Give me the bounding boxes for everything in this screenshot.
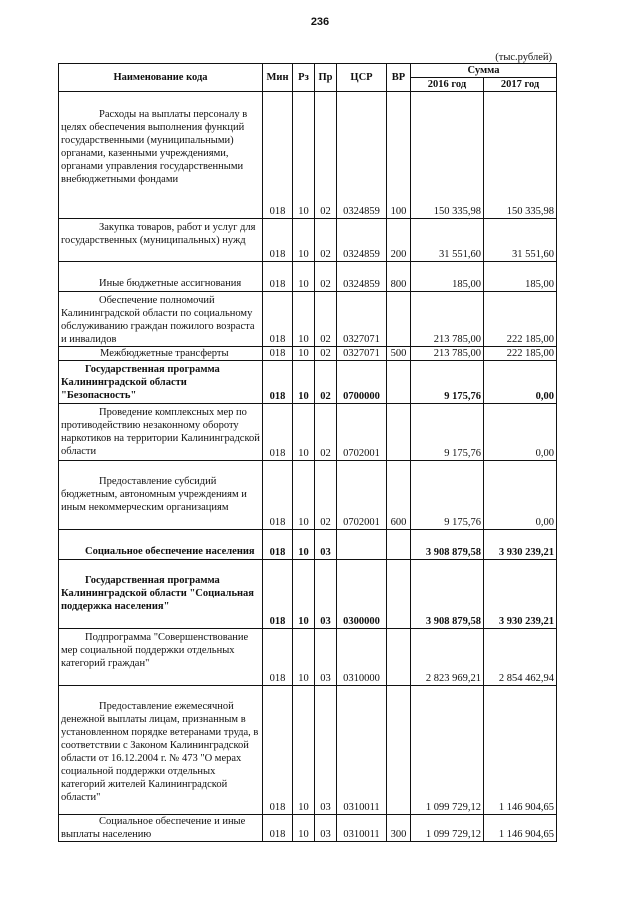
- header-csr: ЦСР: [337, 64, 387, 92]
- cell-rz: 10: [293, 404, 315, 461]
- header-2017: 2017 год: [484, 78, 557, 92]
- table-row: [59, 560, 557, 629]
- cell-pr: 02: [315, 461, 337, 530]
- cell-pr: 03: [315, 530, 337, 560]
- cell-2017: 3 930 239,21: [484, 560, 557, 629]
- row-name: Предоставление ежемесячной денежной выплаты лицам, признанным в установленном порядке ветеранами труда, в соответствии с Законом Калининградской области от 16.12.2004 г. № 473 "О мерах социальной поддержки отдельных категорий жителей Калининградской области": [61, 701, 259, 803]
- header-2016: 2016 год: [411, 78, 484, 92]
- cell-rz: 10: [293, 461, 315, 530]
- cell-csr: 0700000: [337, 361, 387, 404]
- cell-csr: 0327071: [337, 347, 387, 361]
- table-row: [59, 92, 557, 219]
- header-name: Наименование кода: [59, 64, 263, 92]
- row-name: Государственная программа Калининградской области "Безопасность": [61, 364, 220, 401]
- cell-vr: [387, 530, 411, 560]
- cell-rz: 10: [293, 530, 315, 560]
- cell-2017: 2 854 462,94: [484, 629, 557, 686]
- cell-2016: 9 175,76: [411, 461, 484, 530]
- cell-2017: 0,00: [484, 404, 557, 461]
- cell-2016: 185,00: [411, 262, 484, 292]
- cell-rz: 10: [293, 815, 315, 842]
- cell-rz: 10: [293, 219, 315, 262]
- cell-vr: 200: [387, 219, 411, 262]
- cell-csr: 0310011: [337, 815, 387, 842]
- cell-min: 018: [263, 219, 293, 262]
- cell-rz: 10: [293, 262, 315, 292]
- cell-pr: 03: [315, 560, 337, 629]
- cell-vr: 100: [387, 92, 411, 219]
- cell-pr: 02: [315, 404, 337, 461]
- cell-csr: 0310000: [337, 629, 387, 686]
- row-name: Закупка товаров, работ и услуг для государственных (муниципальных) нужд: [61, 222, 256, 246]
- cell-2016: 1 099 729,12: [411, 815, 484, 842]
- cell-min: 018: [263, 404, 293, 461]
- cell-csr: 0324859: [337, 219, 387, 262]
- table-row: [59, 347, 557, 361]
- cell-vr: 800: [387, 262, 411, 292]
- cell-min: 018: [263, 530, 293, 560]
- cell-vr: [387, 629, 411, 686]
- cell-rz: 10: [293, 560, 315, 629]
- cell-csr: 0310011: [337, 686, 387, 815]
- cell-min: 018: [263, 361, 293, 404]
- table-row: [59, 219, 557, 262]
- cell-2016: 2 823 969,21: [411, 629, 484, 686]
- cell-csr: [337, 530, 387, 560]
- table-row: [59, 815, 557, 842]
- cell-2016: 1 099 729,12: [411, 686, 484, 815]
- cell-pr: 02: [315, 262, 337, 292]
- cell-2016: 150 335,98: [411, 92, 484, 219]
- cell-vr: [387, 404, 411, 461]
- cell-min: 018: [263, 262, 293, 292]
- cell-pr: 02: [315, 292, 337, 347]
- cell-pr: 02: [315, 92, 337, 219]
- header-sum: Сумма: [411, 64, 557, 78]
- cell-min: 018: [263, 560, 293, 629]
- cell-min: 018: [263, 815, 293, 842]
- cell-2017: 222 185,00: [484, 292, 557, 347]
- cell-rz: 10: [293, 292, 315, 347]
- row-name: Обеспечение полномочий Калининградской области по социальному обслуживанию граждан пожилого возраста и инвалидов: [61, 295, 255, 345]
- cell-csr: 0702001: [337, 461, 387, 530]
- cell-vr: [387, 560, 411, 629]
- cell-csr: 0702001: [337, 404, 387, 461]
- cell-2017: 31 551,60: [484, 219, 557, 262]
- row-name: Предоставление субсидий бюджетным, автономным учреждениям и иным некоммерческим организациям: [61, 476, 247, 513]
- cell-rz: 10: [293, 629, 315, 686]
- row-name: Государственная программа Калининградской области "Социальная поддержка населения": [61, 575, 254, 612]
- cell-min: 018: [263, 347, 293, 361]
- cell-vr: 300: [387, 815, 411, 842]
- header-min: Мин: [263, 64, 293, 92]
- cell-pr: 02: [315, 361, 337, 404]
- header-row: [59, 64, 557, 78]
- cell-2016: 9 175,76: [411, 361, 484, 404]
- cell-2017: 150 335,98: [484, 92, 557, 219]
- cell-2017: 0,00: [484, 361, 557, 404]
- cell-min: 018: [263, 292, 293, 347]
- cell-min: 018: [263, 629, 293, 686]
- table-row: [59, 292, 557, 347]
- cell-pr: 02: [315, 219, 337, 262]
- cell-min: 018: [263, 686, 293, 815]
- table-row: [59, 404, 557, 461]
- cell-pr: 03: [315, 815, 337, 842]
- cell-2017: 0,00: [484, 461, 557, 530]
- cell-csr: 0300000: [337, 560, 387, 629]
- row-name: Социальное обеспечение и иные выплаты населению: [61, 816, 246, 840]
- table-row: [59, 461, 557, 530]
- cell-2016: 9 175,76: [411, 404, 484, 461]
- cell-2017: 1 146 904,65: [484, 686, 557, 815]
- units-label: (тыс.рублей): [495, 52, 552, 63]
- cell-vr: 600: [387, 461, 411, 530]
- cell-rz: 10: [293, 686, 315, 815]
- page-number: 236: [310, 16, 330, 28]
- cell-csr: 0324859: [337, 92, 387, 219]
- table-row: [59, 530, 557, 560]
- cell-min: 018: [263, 92, 293, 219]
- header-rz: Рз: [293, 64, 315, 92]
- row-name: Расходы на выплаты персоналу в целях обеспечения выполнения функций государственными (муниципальными) органами, казенными учреждениями, органами управления государственными внебюджетными фондами: [61, 109, 248, 185]
- cell-csr: 0327071: [337, 292, 387, 347]
- table-row: [59, 361, 557, 404]
- budget-table: [58, 63, 557, 842]
- header-vr: ВР: [387, 64, 411, 92]
- cell-2017: 222 185,00: [484, 347, 557, 361]
- cell-vr: 500: [387, 347, 411, 361]
- cell-pr: 03: [315, 686, 337, 815]
- table-row: [59, 262, 557, 292]
- cell-2016: 213 785,00: [411, 292, 484, 347]
- row-name: Проведение комплексных мер по противодействию незаконному обороту наркотиков на территории Калининградской области: [61, 407, 260, 457]
- cell-rz: 10: [293, 347, 315, 361]
- cell-vr: [387, 686, 411, 815]
- cell-rz: 10: [293, 92, 315, 219]
- header-pr: Пр: [315, 64, 337, 92]
- row-name: Межбюджетные трансферты: [100, 348, 229, 359]
- row-name: Иные бюджетные ассигнования: [99, 278, 242, 289]
- cell-pr: 02: [315, 347, 337, 361]
- cell-2016: 3 908 879,58: [411, 560, 484, 629]
- cell-rz: 10: [293, 361, 315, 404]
- cell-2016: 213 785,00: [411, 347, 484, 361]
- table-row: [59, 686, 557, 815]
- cell-2016: 3 908 879,58: [411, 530, 484, 560]
- cell-2017: 3 930 239,21: [484, 530, 557, 560]
- cell-pr: 03: [315, 629, 337, 686]
- table-row: [59, 629, 557, 686]
- row-name: Подпрограмма "Совершенствование мер социальной поддержки отдельных категорий граждан": [61, 632, 249, 669]
- cell-vr: [387, 292, 411, 347]
- cell-2017: 1 146 904,65: [484, 815, 557, 842]
- cell-2016: 31 551,60: [411, 219, 484, 262]
- cell-csr: 0324859: [337, 262, 387, 292]
- row-name: Социальное обеспечение населения: [85, 546, 255, 557]
- cell-2017: 185,00: [484, 262, 557, 292]
- cell-min: 018: [263, 461, 293, 530]
- cell-vr: [387, 361, 411, 404]
